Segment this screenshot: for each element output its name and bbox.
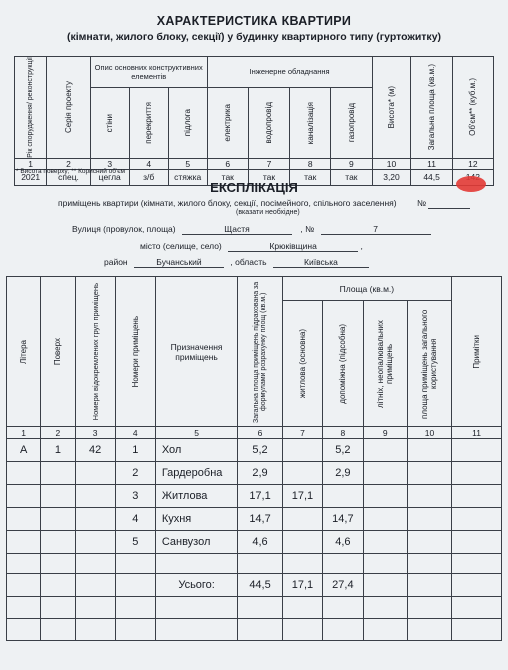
col-water: водопровід bbox=[264, 101, 274, 144]
table-row: 3 Житлова 17,1 17,1 bbox=[7, 485, 502, 508]
district-value: Бучанський bbox=[134, 257, 224, 268]
table-row: 5 Санвузол 4,6 4,6 bbox=[7, 531, 502, 554]
footnote: * Висота поверху; ** Корисний об'єм bbox=[16, 168, 125, 175]
address-street-line bbox=[72, 224, 431, 235]
total-aux: 27,4 bbox=[323, 574, 363, 597]
characteristics-table bbox=[14, 56, 494, 186]
total-label: Усього: bbox=[155, 574, 238, 597]
street-value: Щастя bbox=[182, 224, 292, 235]
street-label: Вулиця (провулок, площа) bbox=[72, 224, 176, 234]
total-living: 17,1 bbox=[282, 574, 322, 597]
col-liter: Літера bbox=[19, 339, 29, 364]
rooms-table bbox=[6, 276, 502, 641]
col-volume: Об'єм** (куб.м.) bbox=[468, 78, 478, 137]
oblast-label: , область bbox=[230, 257, 267, 267]
explication-no-value bbox=[428, 198, 470, 209]
col-total-area-rooms: Загальна площа приміщень підрахована за формулами розрахунку площ (кв.м.) bbox=[253, 280, 268, 423]
oblast-value: Київська bbox=[273, 257, 369, 268]
area-group-header: Площа (кв.м.) bbox=[282, 277, 451, 301]
total-total: 44,5 bbox=[238, 574, 282, 597]
col-slab: перекриття bbox=[144, 101, 154, 144]
empty-row bbox=[7, 554, 502, 574]
col-electric: електрика bbox=[223, 103, 233, 142]
col-gas: газопровід bbox=[346, 103, 356, 143]
explication-subtitle: приміщень квартири (кімнати, жилого блоку, секції, посімейного, спільного заселення) bbox=[58, 198, 397, 208]
col-series: Серія проекту bbox=[64, 81, 74, 134]
col-height: Висота* (м) bbox=[386, 86, 396, 129]
col-notes: Примітки bbox=[472, 334, 482, 369]
col-total-area: Загальна площа (кв.м.) bbox=[427, 64, 437, 151]
red-stamp-mark bbox=[456, 176, 486, 192]
characteristics-number-row: 1 2 3 4 5 6 7 8 9 10 11 12 bbox=[15, 158, 494, 169]
col-floor: підлога bbox=[183, 109, 193, 137]
explication-subtitle-line bbox=[58, 198, 470, 209]
group-structures: Опис основних конструктивних елементів bbox=[90, 57, 207, 88]
table-row: А 1 42 1 Хол 5,2 5,2 bbox=[7, 439, 502, 462]
table-row: 2 Гардеробна 2,9 2,9 bbox=[7, 462, 502, 485]
table-row: 4 Кухня 14,7 14,7 bbox=[7, 508, 502, 531]
explication-title: ЕКСПЛІКАЦІЯ bbox=[210, 180, 298, 195]
col-room-no: Номери приміщень bbox=[130, 315, 140, 388]
col-group-no: Номери відокремлених груп приміщень bbox=[90, 282, 100, 421]
empty-row bbox=[7, 619, 502, 641]
col-summer: літніх, неопалювальних приміщень bbox=[376, 319, 395, 408]
district-label: район bbox=[104, 257, 128, 267]
city-value: Крюківщина bbox=[228, 241, 358, 252]
col-floor-level: Поверх bbox=[53, 337, 63, 366]
house-no-value: 7 bbox=[321, 224, 431, 235]
explication-hint: (вказати необхідне) bbox=[236, 209, 300, 216]
col-purpose: Призначення приміщень bbox=[155, 277, 238, 427]
house-no-label: , № bbox=[300, 224, 315, 234]
characteristics-value-row: 2021 спец. цегла з/б стяжка так так так так 3,20 44,5 bbox=[15, 169, 494, 185]
city-label: місто (селище, село) bbox=[140, 241, 222, 251]
col-common: площа приміщень загального користування bbox=[420, 308, 439, 419]
address-city-line: місто (селище, село) Крюківщина , bbox=[140, 241, 363, 251]
explication-no-label: № bbox=[416, 198, 427, 208]
col-living: житлова (основна) bbox=[297, 328, 307, 399]
col-aux: допоміжна (підсобна) bbox=[338, 323, 348, 404]
group-engineering: Інженерне обладнання bbox=[207, 57, 372, 88]
col-year: Рік спорудження/ реконструкції bbox=[27, 57, 35, 158]
total-row bbox=[7, 574, 502, 597]
characteristics-title: ХАРАКТЕРИСТИКА КВАРТИРИ bbox=[156, 14, 352, 28]
col-walls: стіни bbox=[105, 113, 115, 132]
address-district-line bbox=[104, 257, 369, 268]
characteristics-subtitle: (кімнати, жилого блоку, секції) у будинку квартирного типу (гуртожитку) bbox=[66, 31, 442, 43]
empty-row bbox=[7, 597, 502, 619]
rooms-number-row: 1 2 3 4 5 6 7 8 9 10 11 bbox=[7, 427, 502, 439]
col-sewer: каналізація bbox=[305, 101, 315, 144]
